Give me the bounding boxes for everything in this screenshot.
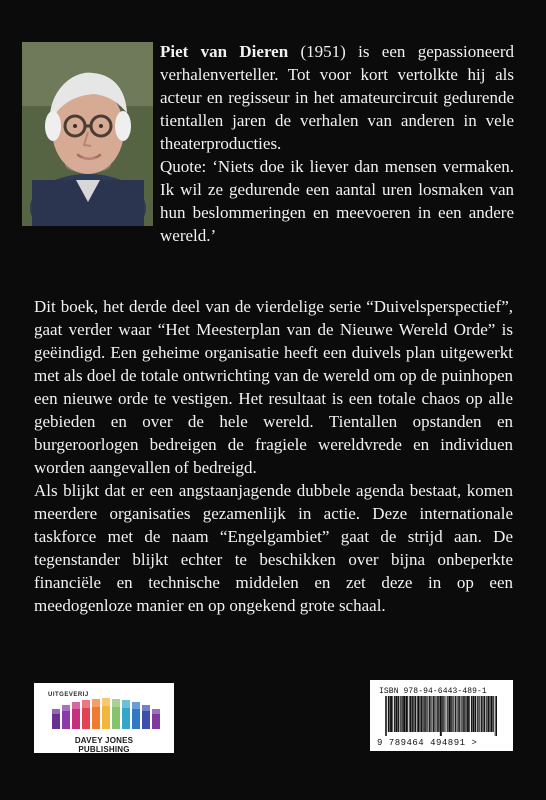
barcode-bar	[434, 696, 435, 732]
barcode-digits: 9 789464 494891 >	[377, 738, 478, 748]
barcode-bar	[407, 696, 408, 732]
isbn-label: ISBN 978-94-6443-489-1	[379, 687, 487, 696]
barcode-bar	[431, 696, 432, 732]
barcode-bar	[409, 696, 410, 732]
barcode-bar	[446, 696, 447, 732]
barcode-bar	[456, 696, 457, 732]
publisher-logo-bar-highlight	[62, 705, 70, 711]
author-photo	[22, 42, 153, 226]
publisher-logo-bar-highlight	[82, 700, 90, 708]
barcode-bar	[483, 696, 484, 732]
barcode-bar	[474, 696, 475, 732]
publisher-label-top: UITGEVERIJ	[48, 692, 89, 698]
barcode-bar	[410, 696, 411, 732]
barcode-bar	[405, 696, 406, 732]
publisher-name: DAVEY JONES PUBLISHING	[74, 736, 134, 754]
barcode-bar	[439, 696, 440, 732]
author-quote: Quote: ‘Niets doe ik liever dan mensen vermaken. Ik wil ze gedurende een aantal uren losmaken van hun beslommeringen en meevoeren in een andere wereld.’	[160, 157, 514, 245]
barcode-bar	[476, 696, 477, 732]
barcode-bar	[485, 696, 486, 732]
author-bio-paragraph	[160, 40, 514, 155]
author-bio-text: (1951) is een gepassioneerd verhalenverteller. Tot voor kort vertolkte hij als acteur en regisseur in het amateurcircuit gedurende tientallen jaren de verhalen van anderen in vele theaterproducties.	[160, 42, 514, 153]
barcode-bar	[447, 696, 448, 732]
barcode-bar	[418, 696, 419, 732]
barcode-bar	[468, 696, 469, 732]
barcode-bar	[399, 696, 400, 732]
isbn-barcode	[370, 680, 513, 751]
barcode-bar	[450, 696, 451, 732]
barcode-bar	[489, 696, 490, 732]
barcode-bar	[479, 696, 480, 732]
barcode-bar	[460, 696, 461, 732]
publisher-logo-bar-highlight	[152, 709, 160, 714]
barcode-bar	[493, 696, 494, 732]
publisher-logo-bar-highlight	[92, 699, 100, 707]
publisher-logo-bar-highlight	[102, 698, 110, 706]
author-bio	[160, 40, 514, 247]
publisher-logo-bar-highlight	[132, 702, 140, 709]
barcode-bar	[437, 696, 438, 732]
barcode-bar	[420, 696, 421, 732]
barcode-bar	[482, 696, 483, 732]
publisher-logo-bar-highlight	[112, 699, 120, 707]
barcode-bar	[416, 696, 417, 732]
barcode-bar	[442, 696, 443, 732]
barcode-bar	[492, 696, 493, 732]
barcode-bar	[423, 696, 424, 732]
barcode-bar	[392, 696, 393, 732]
barcode-bar	[463, 696, 464, 732]
barcode-bar	[465, 696, 466, 732]
barcode-bar	[435, 696, 436, 732]
author-name: Piet van Dieren	[160, 42, 289, 61]
barcode-bar	[391, 696, 392, 732]
barcode-bar	[413, 696, 414, 732]
publisher-logo-bar-highlight	[122, 700, 130, 708]
barcode-bar	[496, 696, 497, 736]
barcode-bar	[385, 696, 386, 736]
barcode-bar	[402, 696, 403, 732]
barcode-bar	[472, 696, 473, 732]
barcode-bar	[395, 696, 396, 732]
barcode-bar	[452, 696, 453, 732]
barcode-bar	[386, 696, 387, 736]
barcode-bar	[487, 696, 488, 732]
barcode-graphic	[385, 696, 497, 736]
barcode-bar	[388, 696, 389, 732]
barcode-bar	[490, 696, 491, 732]
barcode-bar	[461, 696, 462, 732]
publisher-logo	[34, 683, 174, 753]
barcode-bar	[401, 696, 402, 732]
barcode-bar	[469, 696, 470, 732]
barcode-bar	[427, 696, 428, 732]
barcode-bar	[464, 696, 465, 732]
author-portrait-illustration	[22, 42, 153, 226]
book-summary	[34, 295, 513, 617]
summary-paragraph-1: Dit boek, het derde deel van de vierdelige serie “Duivelsperspectief”, gaat verder waar “Het Meesterplan van de Nieuwe Wereld Orde” is geëindigd. Een geheime organisatie heeft een duivels plan uitgewerkt met als doel de totale ontwrichting van de wereld om op de puinhopen een nieuwe orde te vestigen. Het resultaat is een totale chaos op alle gebieden en over de hele wereld. Tientallen opstanden en burgeroorlogen bedreigen de fragiele wereldvrede en individuen worden aangevallen of bedreigd.	[34, 297, 513, 477]
barcode-bar	[426, 696, 427, 732]
barcode-bar	[478, 696, 479, 732]
barcode-bar	[441, 696, 442, 736]
barcode-bar	[444, 696, 445, 732]
barcode-bar	[430, 696, 431, 732]
publisher-logo-bar-highlight	[142, 705, 150, 711]
barcode-bar	[421, 696, 422, 732]
publisher-logo-bar-highlight	[72, 702, 80, 709]
summary-paragraph-2: Als blijkt dat er een angstaanjagende dubbele agenda bestaat, komen meerdere organisaties gezamenlijk in actie. Deze internationale taskforce met de naam “Engelgambiet” gaat de strijd aan. De tegenstander blijkt echter te beschikken over bijna onbeperkte financiële en technische middelen en zet deze in op een meedogenloze manier en op ongekend grote schaal.	[34, 481, 513, 615]
publisher-logo-bar-highlight	[52, 709, 60, 714]
barcode-bar	[458, 696, 459, 732]
barcode-bar	[424, 696, 425, 732]
barcode-bar	[495, 696, 496, 736]
barcode-bar	[412, 696, 413, 732]
barcode-bar	[397, 696, 398, 732]
barcode-bar	[453, 696, 454, 732]
